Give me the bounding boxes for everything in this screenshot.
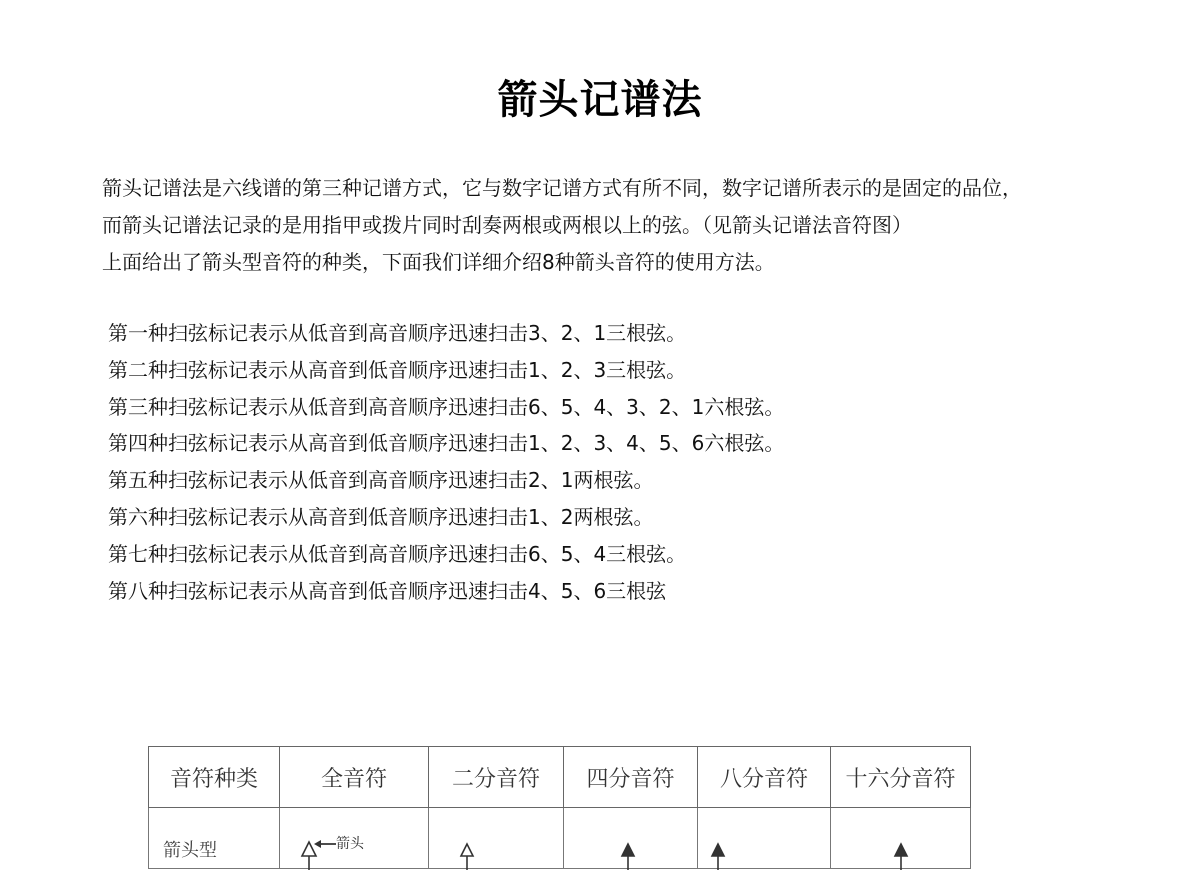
table-header-cell: 音符种类 [149, 747, 280, 808]
list-item: 第六种扫弦标记表示从高音到低音顺序迅速扫击1、2两根弦。 [108, 504, 654, 529]
page-title: 箭头记谱法 [497, 77, 703, 123]
table-row [149, 808, 971, 869]
whole-note-cell [280, 808, 429, 869]
table-header-cell: 二分音符 [429, 747, 564, 808]
up-arrow-icon [891, 840, 911, 870]
strum-type-list [108, 315, 1008, 609]
up-arrow-icon [618, 840, 638, 870]
arrow-annotation: 箭头 [336, 836, 364, 852]
eighth-note-cell [698, 808, 831, 869]
table-header-row [149, 747, 971, 808]
intro-paragraph [102, 170, 1102, 281]
sixteenth-note-cell [831, 808, 971, 869]
list-item: 第七种扫弦标记表示从低音到高音顺序迅速扫击6、5、4三根弦。 [108, 541, 687, 566]
quarter-note-cell [564, 808, 698, 869]
intro-line: 箭头记谱法是六线谱的第三种记谱方式，它与数字记谱方式有所不同，数字记谱所表示的是固定的品位， [102, 176, 1022, 200]
list-item: 第五种扫弦标记表示从低音到高音顺序迅速扫击2、1两根弦。 [108, 468, 654, 493]
row-label: 箭头型 [163, 840, 217, 861]
table-row-label-cell [149, 808, 280, 869]
half-note-cell [429, 808, 564, 869]
list-item: 第四种扫弦标记表示从高音到低音顺序迅速扫击1、2、3、4、5、6六根弦。 [108, 431, 785, 456]
list-item: 第一种扫弦标记表示从低音到高音顺序迅速扫击3、2、1三根弦。 [108, 321, 687, 345]
table-header-cell: 全音符 [280, 747, 429, 808]
table-header-cell: 四分音符 [564, 747, 698, 808]
up-arrow-icon [457, 840, 477, 870]
up-arrow-icon [708, 840, 728, 870]
note-types-table [148, 746, 971, 869]
list-item: 第二种扫弦标记表示从高音到低音顺序迅速扫击1、2、3三根弦。 [108, 357, 687, 382]
list-item: 第八种扫弦标记表示从高音到低音顺序迅速扫击4、5、6三根弦 [108, 578, 667, 603]
intro-line: 上面给出了箭头型音符的种类，下面我们详细介绍8种箭头音符的使用方法。 [102, 250, 775, 274]
list-item: 第三种扫弦标记表示从低音到高音顺序迅速扫击6、5、4、3、2、1六根弦。 [108, 394, 785, 419]
intro-line: 而箭头记谱法记录的是用指甲或拨片同时刮奏两根或两根以上的弦。（见箭头记谱法音符图） [102, 213, 912, 237]
pointer-left-arrow-icon [314, 838, 338, 852]
table-header-cell: 八分音符 [698, 747, 831, 808]
table-header-cell: 十六分音符 [831, 747, 971, 808]
arrow-notation-table-image [148, 746, 970, 861]
